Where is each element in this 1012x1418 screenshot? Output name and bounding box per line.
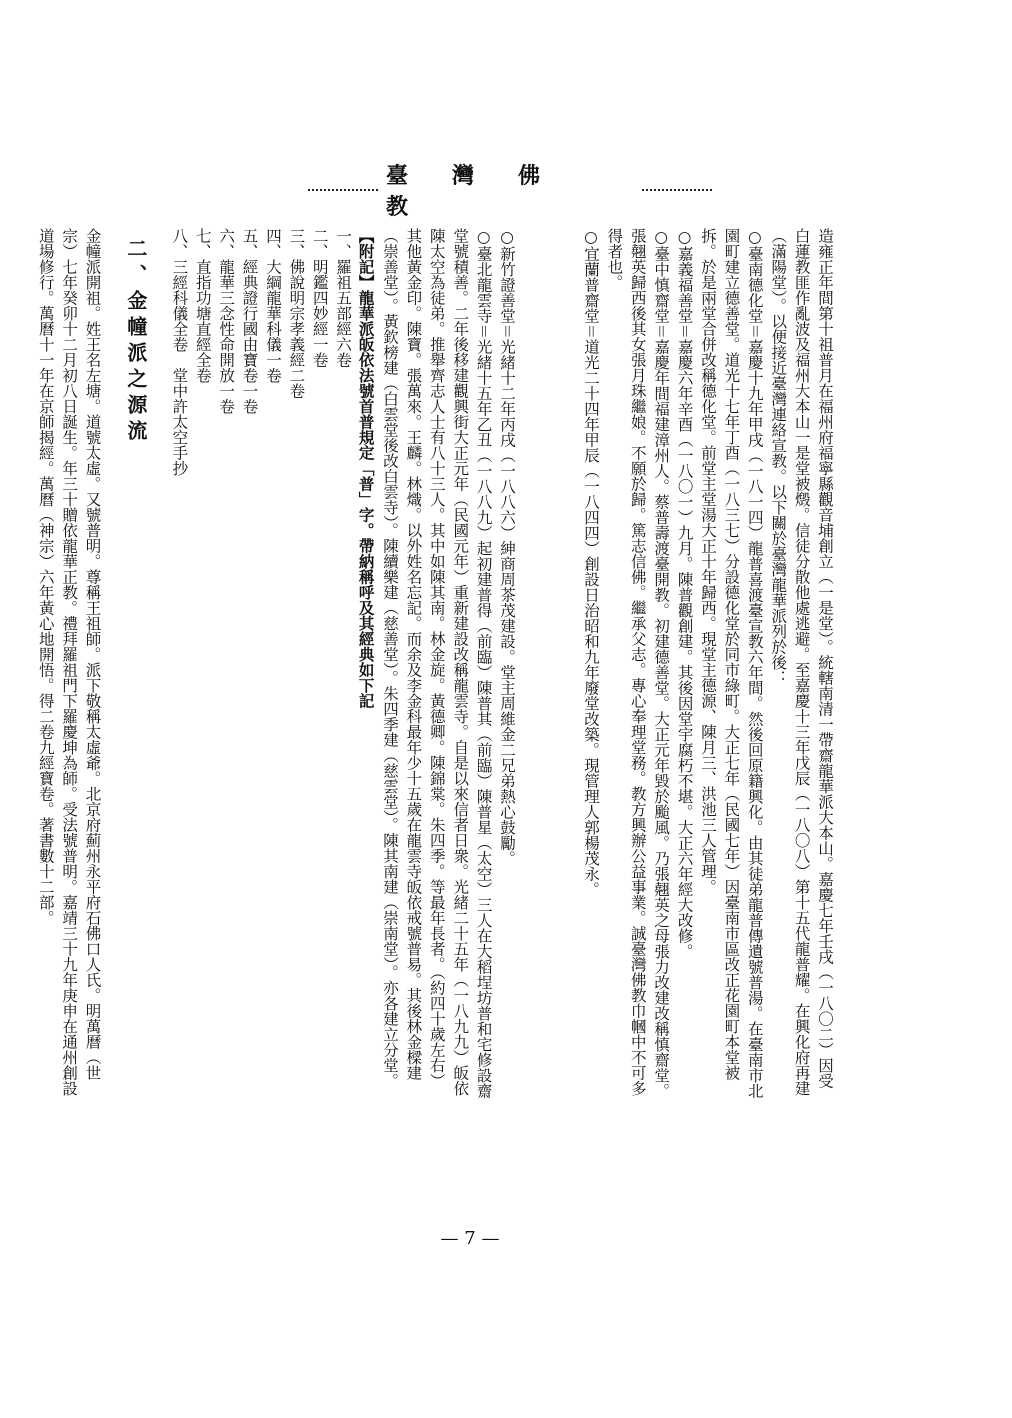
text-block-left <box>36 228 518 1102</box>
paragraph: ○宜蘭普齋堂＝道光二十四年甲辰（一八四四）創設日治昭和九年廢堂改築。現管理人郭楊茂永。 <box>581 228 600 898</box>
paragraph: ○臺北龍雲寺＝光緒十五年乙丑（一八八九）起初建普得（前臨）陳普其（前臨）陳普星（太空）三人在大稻埕坊普和宅修設齋堂號積善。二年後移建觀興街大正元年（民國元年）重新建設改稱龍雲寺。自是以來信者日衆。光緒二十五年（一八九九）皈依陳太空為徒弟。推舉齊志人士有八十三人。其中如陳其南。林金旋。黃德卿。陳錦棠。朱四季。等最年長者。（約四十歲左右）其他黃金印。陳寶。張萬來。王麟。林熾。以外姓名忘記。而余及李金科最年少十五歲在龍雲寺皈依戒號普易。其後林金樑建（崇善堂）。黃欽榜建（白雲堂後改白雲寺）。陳續樂建（慈善堂）。朱四季建（慈雲堂）。陳其南建（崇南堂）。亦各建立分堂。 <box>380 228 493 1099</box>
header-ornament-left <box>308 189 378 191</box>
running-header <box>300 163 720 220</box>
paragraph: ○臺南德化堂＝嘉慶十九年甲戌（一八一四）龍普喜渡臺宣教六年間。然後回原籍興化。由其徒弟龍普傳遺號普湯。在臺南市北園町建立德善堂。道光十七年丁酉（一八三七）分設德化堂於同市綠町。大正七年（民國七年）因臺南市區改正花園町本堂被拆。於是兩堂合併改稱德化堂。前堂主堂湯大正十年歸西。現堂主德源、陳月三、洪池三人管理。 <box>698 228 764 1099</box>
book-list-item: 四、大綱龍華科儀一卷 <box>263 228 282 383</box>
header-ornament-right <box>642 189 712 191</box>
book-list-item: 七、直指功塘直經全卷 <box>193 228 212 383</box>
text-block-right <box>520 228 836 1102</box>
book-list-item: 二、明鑑四妙經一卷 <box>310 228 329 368</box>
book-list-item: 一、羅祖五部經六卷 <box>334 228 353 368</box>
paragraph: 金幢派開祖。姓王名左塘。道號太虛。又號普明。尊稱王祖師。派下敬稱太虛爺。北京府薊州永平府石佛口人氏。明萬曆（世宗）七年癸卯十二月初八日誕生。年三十贈依龍華正教。禮拜羅祖門下羅慶坤為師。受法號普明。嘉靖三十九年庚申在通州創設道場修行。萬曆十一年在京師揭經。萬曆（神宗）六年黃心地開悟。得二卷九經寶卷。著書數十二部。 <box>36 228 102 1096</box>
paragraph: 造雍正年間第十祖普月在福州府福寧縣觀音埔創立（一是堂）。統轄南清一帶齋龍華派大本山。嘉慶七年壬戌（一八〇二）因受白蓮教匪作亂波及福州大本山一是堂被燬。信徒分散他處逃避。至嘉慶十三年戊辰（一八〇八）第十五代龍普耀。在興化府再建（滿陽堂）。以便接近臺灣連絡宣教。以下關於臺灣龍華派列於後： <box>769 228 834 1096</box>
book-list-item: 五、經典證行國由寶卷一卷 <box>240 228 259 414</box>
page-number: — 7 — <box>440 1228 500 1249</box>
section-title: 二、金幢派之源流 <box>123 238 148 446</box>
book-list-item: 八、三經科儀全卷 堂中許太空手抄 <box>170 228 189 476</box>
attach-note: 【附記】龍華派皈依法號首普規定「普」字。帶納稱呼及其經典如下記 <box>356 228 376 709</box>
book-list-item: 六、龍華三念性命開放一卷 <box>217 228 236 414</box>
book-list-item: 三、佛說明宗孝義經二卷 <box>287 228 306 399</box>
paragraph: ○嘉義福善堂＝嘉慶六年辛酉（一八〇一）九月。陳普觀創建。其後因堂宇腐朽不堪。大正六年經大改修。 <box>675 228 694 960</box>
paragraph: ○臺中慎齋堂＝嘉慶年間福建漳州人。蔡普壽渡臺開教。初建德善堂。大正元年毀於颱風。乃張翹英之母張力改建改稱慎齋堂。張翹英歸西後其女張月珠繼娘。不願於歸。篤志信佛。繼承父志。專心奉理堂務。教方興辦公益事業。誠臺灣佛教巾幗中不可多得者也。 <box>605 228 671 1099</box>
paragraph: ○新竹證善堂＝光緒十二年丙戌（一八八六）紳商周茶茂建設。堂主周維金二兄弟熱心鼓勵。 <box>498 228 516 867</box>
header-title: 臺灣佛教 <box>386 163 585 220</box>
